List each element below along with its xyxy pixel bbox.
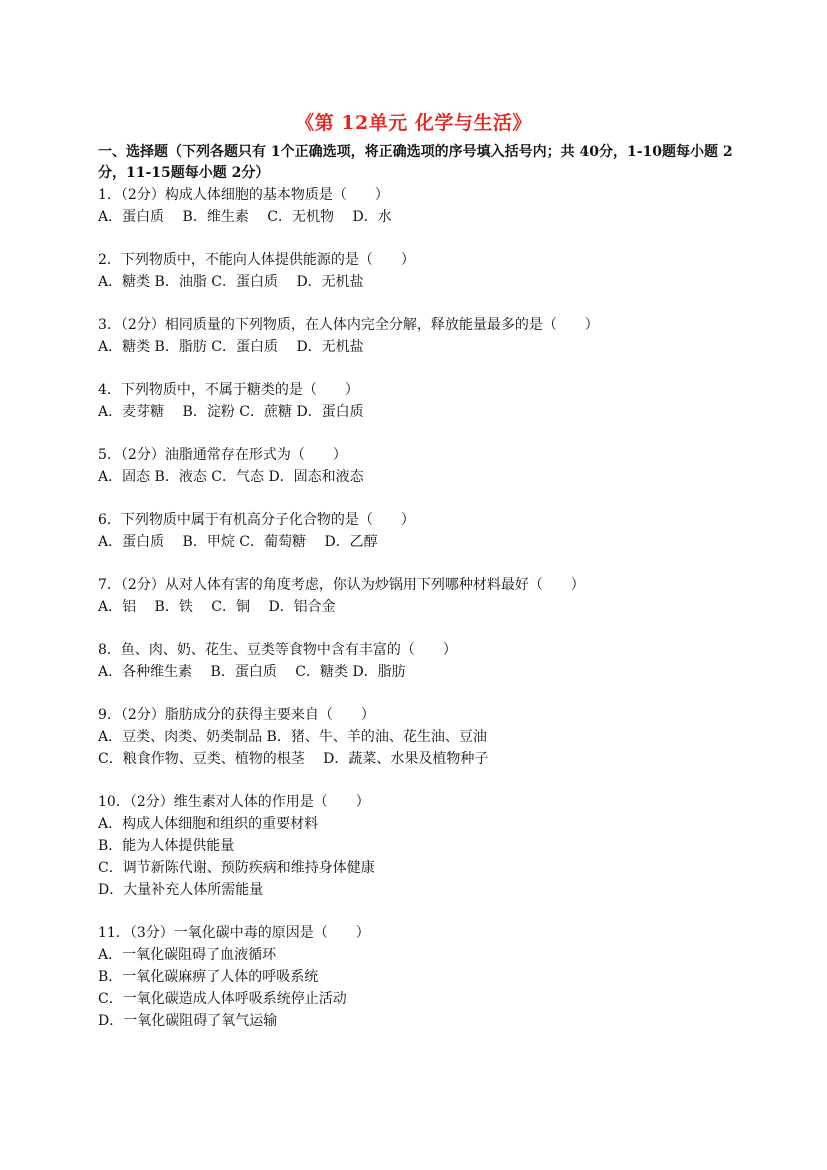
question-options: A．各种维生素 B．蛋白质 C．糖类 D．脂肪: [98, 664, 406, 680]
question-options: D．一氧化碳阻碍了氧气运输: [98, 1013, 278, 1029]
question-options: B．能为人体提供能量: [98, 838, 235, 854]
question-options: C．粮食作物、豆类、植物的根茎 D．蔬菜、水果及植物种子: [98, 751, 489, 767]
question-stem: 5．（2分）油脂通常存在形式为（ ）: [98, 447, 347, 463]
question-stem: 4．下列物质中，不属于糖类的是（ ）: [98, 382, 359, 398]
question-item: [98, 444, 738, 488]
question-stem: 7．（2分）从对人体有害的角度考虑，你认为炒锅用下列哪种材料最好（ ）: [98, 577, 585, 593]
question-list: [98, 184, 738, 1053]
question-options: A．糖类 B．油脂 C．蛋白质 D．无机盐: [98, 274, 364, 290]
question-item: [98, 639, 738, 683]
question-stem: 1．（2分）构成人体细胞的基本物质是（ ）: [98, 187, 389, 203]
question-options: A．铝 B．铁 C．铜 D．铝合金: [98, 599, 336, 615]
question-stem: 8．鱼、肉、奶、花生、豆类等食物中含有丰富的（ ）: [98, 642, 457, 658]
question-options: C．一氧化碳造成人体呼吸系统停止活动: [98, 991, 347, 1007]
question-item: [98, 249, 738, 293]
question-options: C．调节新陈代谢、预防疾病和维持身体健康: [98, 860, 375, 876]
section-heading: 一、选择题（下列各题只有 1个正确选项，将正确选项的序号填入括号内；共 40分，1-10题每小题 2分，11-15题每小题 2分）: [98, 144, 733, 181]
question-stem: 6．下列物质中属于有机高分子化合物的是（ ）: [98, 512, 415, 528]
question-options: D．大量补充人体所需能量: [98, 882, 264, 898]
page-title: 《第 12单元 化学与生活》: [295, 112, 532, 134]
question-options: A．糖类 B．脂肪 C．蛋白质 D．无机盐: [98, 339, 364, 355]
question-item: [98, 314, 738, 358]
question-stem: 9．（2分）脂肪成分的获得主要来自（ ）: [98, 707, 375, 723]
question-item: [98, 574, 738, 618]
question-stem: 2．下列物质中，不能向人体提供能源的是（ ）: [98, 252, 415, 268]
question-item: [98, 922, 738, 1032]
question-item: [98, 509, 738, 553]
question-stem: 3．（2分）相同质量的下列物质，在人体内完全分解，释放能量最多的是（ ）: [98, 317, 599, 333]
question-options: A．麦芽糖 B．淀粉 C．蔗糖 D．蛋白质: [98, 404, 364, 420]
question-options: A．豆类、肉类、奶类制品 B．猪、牛、羊的油、花生油、豆油: [98, 729, 487, 745]
question-item: [98, 791, 738, 901]
question-options: A．固态 B．液态 C．气态 D．固态和液态: [98, 469, 364, 485]
question-stem: 11．（3分）一氧化碳中毒的原因是（ ）: [98, 925, 370, 941]
question-item: [98, 379, 738, 423]
question-item: [98, 184, 738, 228]
question-stem: 10．（2分）维生素对人体的作用是（ ）: [98, 794, 370, 810]
question-options: A．蛋白质 B．维生素 C．无机物 D．水: [98, 209, 392, 225]
question-item: [98, 704, 738, 770]
question-options: B．一氧化碳麻痹了人体的呼吸系统: [98, 969, 319, 985]
question-options: A．一氧化碳阻碍了血液循环: [98, 947, 277, 963]
question-options: A．构成人体细胞和组织的重要材料: [98, 816, 319, 832]
question-options: A．蛋白质 B．甲烷 C．葡萄糖 D．乙醇: [98, 534, 378, 550]
